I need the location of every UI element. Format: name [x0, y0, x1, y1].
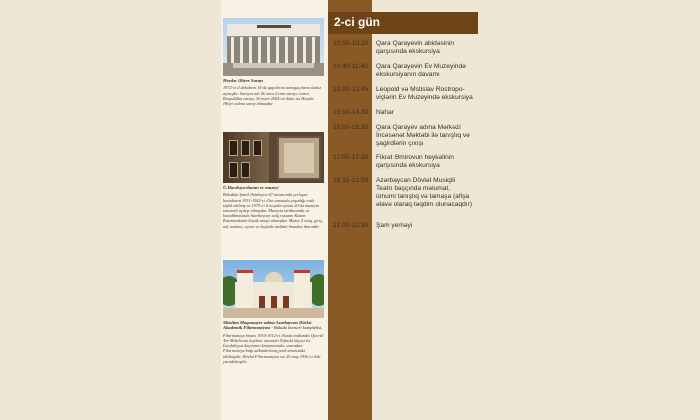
day-header: [328, 12, 478, 34]
sidebar-item-text: Filarmoniya binası 1910-1912-ci illərdə mühəndis Qavriil Ter-Mikelovun layihəsi əsasında Nijinski küçəsi ilə İstiqlaliyyət küçəsinin kəsişməsində, sonradan Filarmoniya bağı adlandırılmış park ərazisində tikilmişdir. Dövlət Filarmoniyası isə 25 may 1936-cı ildə yaradılmışdır.: [223, 332, 324, 364]
day-header-label: 2-ci gün: [334, 15, 381, 29]
desc-line: Leopold və Mstislav Rostropo-: [376, 86, 465, 93]
desc-line: şagirdlərin çıxışı: [376, 140, 424, 147]
desc-line: qarşısında ekskursiya: [376, 162, 440, 169]
sidebar-item-museum: [223, 132, 324, 229]
desc-line: Qara Qarayevin abidəsinin: [376, 40, 455, 47]
sidebar-item-text: Bakıdakı Şəmil Əzizbəyov 67 ünvanında yerləşən bəstəkarın 1915-1942-ci illər arasında yaşadığı evdə təşkil edilmiş və 1975-ci il noyabr ayının 20-də muzeyin təntənəli açılışı olmuşdur. Muzeyin tərtibatında və bəzədilməsində Azərbaycan xalq rəssamı Kazım Kazımzadənin böyük əməyi olmuşdur. Muzey 4 otaq, giriş, zal, mətbəx, eyvan və həyətdə inzibati binadan ibarətdir.: [223, 192, 324, 229]
photo-heydar-aliyev-palace: [223, 18, 324, 76]
sidebar-item-title: [223, 320, 324, 331]
sidebar-item-theater: [223, 18, 324, 106]
schedule-time: 10:40-11:40: [333, 63, 368, 70]
memorial-plaque: [277, 136, 321, 180]
desc-line: İncəsənət Məktəbi ilə tanışlıq və: [376, 132, 470, 139]
schedule-time: 13:00-14:30: [333, 109, 369, 116]
schedule-desc: [376, 154, 486, 170]
schedule-desc: [376, 222, 486, 230]
schedule-desc: [376, 63, 486, 79]
schedule-time: 21:00-22:30: [333, 222, 369, 229]
sidebar-item-title-name: Müslüm Maqomayev adına Azərbaycan Dövlət Akademik Filarmoniyası: [223, 320, 312, 331]
desc-line: Şam yeməyi: [376, 222, 413, 229]
desc-line: Azərbaycan Dövlət Musiqili: [376, 177, 456, 184]
schedule-desc: [376, 40, 486, 56]
schedule-time: 17:00-17:30: [333, 154, 369, 161]
desc-line: Fikrət Əmirovun heykəlinin: [376, 154, 454, 161]
sidebar-item-title-suffix: - Bakıda konsert kompleksi.: [271, 325, 323, 331]
desc-line: Teatrı başçında məlumat,: [376, 185, 451, 192]
schedule-time: 18:15-21:00: [333, 177, 369, 184]
desc-line: Qara Qarayevin Ev Muzeyində: [376, 63, 466, 70]
schedule-desc: [376, 124, 486, 148]
schedule-time: 15:00-16:30: [333, 124, 369, 131]
schedule-desc: [376, 177, 486, 209]
photo-philharmonic: [223, 260, 324, 318]
sidebar-item-philharmonic: [223, 260, 324, 364]
desc-line: ümumi tanışlıq və tamaşa (afişa: [376, 193, 470, 200]
schedule-time: 10:00-10:20: [333, 40, 369, 47]
sidebar-item-title: Heydər Əliyev Sarayı: [223, 78, 264, 83]
photo-hajibeyov-museum: [223, 132, 324, 183]
left-margin: [0, 0, 221, 420]
schedule-desc: [376, 109, 486, 117]
desc-line: ekskursiyanın davamı: [376, 71, 440, 78]
schedule-desc: [376, 86, 486, 102]
schedule-time: 12:00-12:45: [333, 86, 369, 93]
sidebar-item-text: 1972-ci il dekabrın 14-də qapılarını tamaşaçıların üzünə açmışdır. Sarayın adı ilk öncə Lenin sarayı, sonra Respublika sarayı, 30 mart 2004-cü ildən isə Heydər Əliyev adına saray olmuşdur.: [223, 85, 322, 107]
palace-sign: [257, 25, 291, 28]
desc-line: Nahar: [376, 109, 394, 116]
desc-line: viçlərin Ev Muzeyində ekskursiya: [376, 94, 473, 101]
desc-line: qarşısında ekskursiya: [376, 48, 440, 55]
desc-line: əlavə olaraq təqdim olunacaqdır): [376, 201, 473, 208]
sidebar-item-title: Ü.Hacıbəyovlunun ev muzeyi: [223, 185, 279, 190]
sidebar: [221, 0, 328, 420]
desc-line: Qara Qarayev adına Mərkəzi: [376, 124, 461, 131]
